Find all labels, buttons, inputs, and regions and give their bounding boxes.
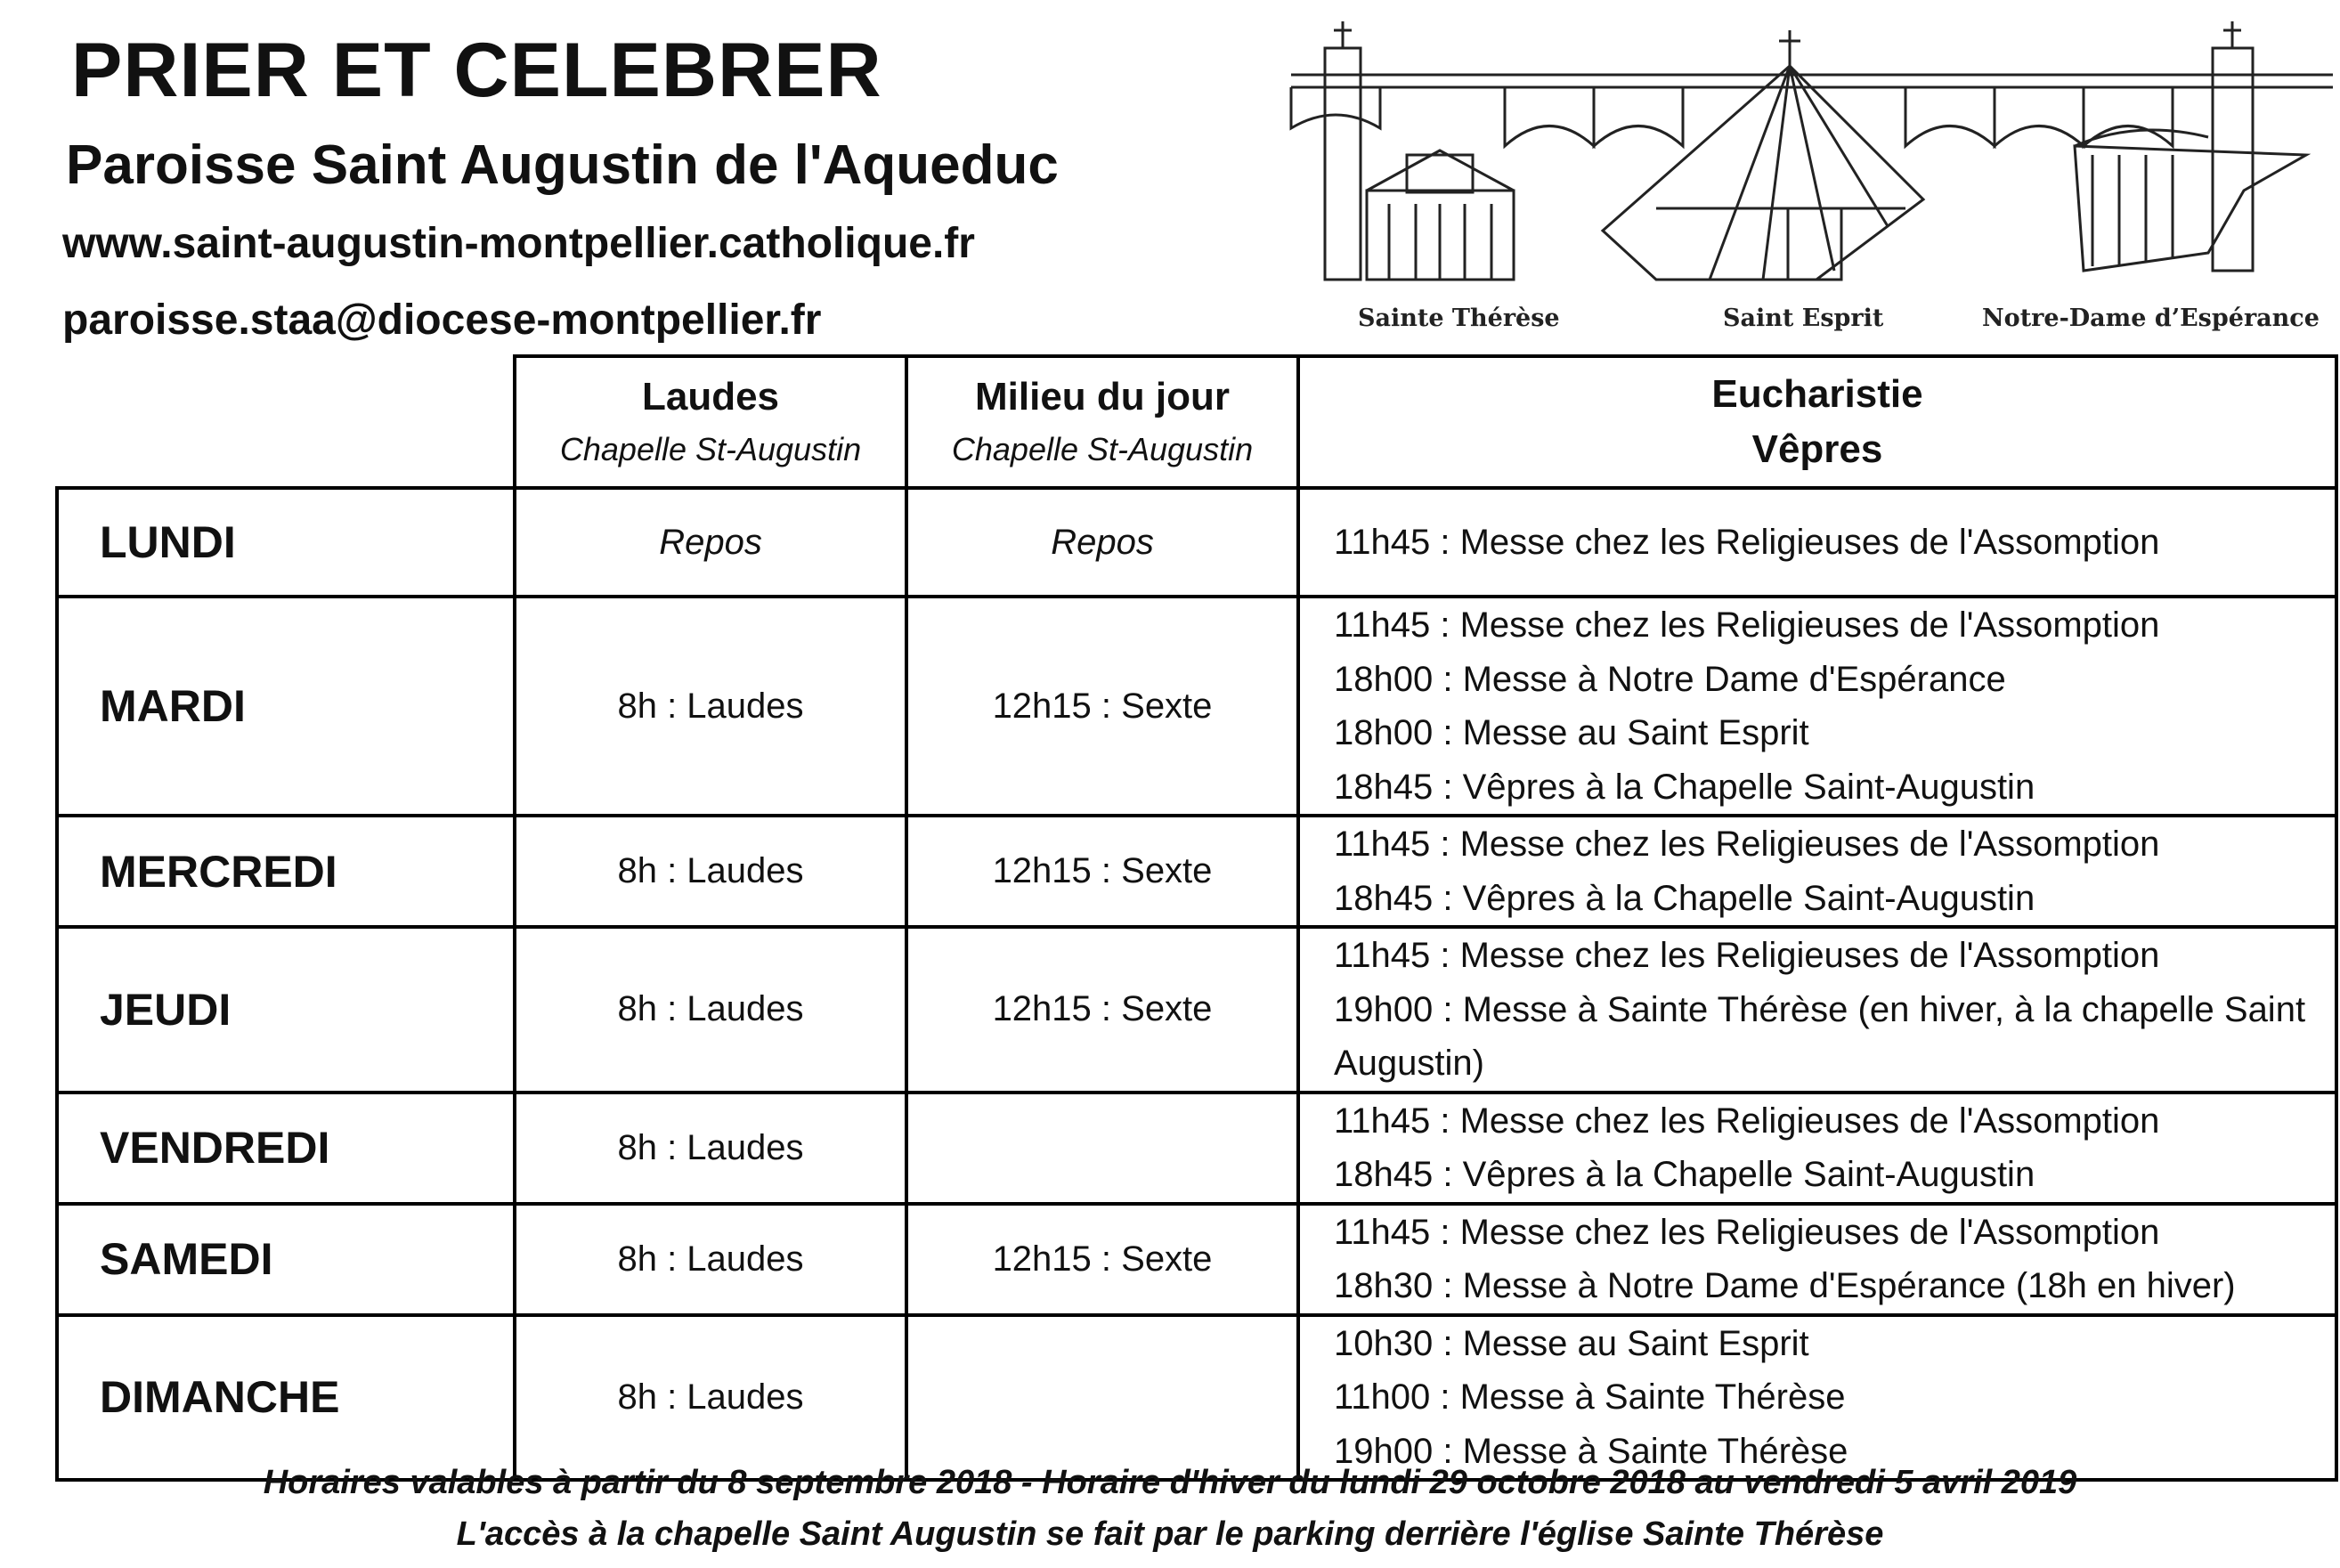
header-blank-cell	[57, 356, 515, 488]
laudes-cell: Repos	[515, 488, 906, 597]
day-cell: VENDREDI	[57, 1093, 515, 1204]
events-cell	[1298, 927, 2336, 1093]
column-title: Eucharistie	[1711, 372, 1923, 416]
events-cell	[1298, 1315, 2336, 1481]
event-line: 18h30 : Messe à Notre Dame d'Espérance (18h en hiver)	[1334, 1266, 2236, 1305]
laudes-cell: 8h : Laudes	[515, 1093, 906, 1204]
page-title: PRIER ET CELEBRER	[71, 28, 882, 113]
column-subtitle: Chapelle St-Augustin	[951, 431, 1254, 467]
column-title-2: Vêpres	[1751, 427, 1883, 471]
laudes-cell: 8h : Laudes	[515, 1204, 906, 1315]
event-line: 18h45 : Vêpres à la Chapelle Saint-Augustin	[1334, 1155, 2035, 1194]
caption-notre-dame: Notre-Dame d’Espérance	[1982, 305, 2320, 332]
event-line: 19h00 : Messe à Sainte Thérèse	[1334, 1431, 1848, 1471]
event-line: 18h00 : Messe au Saint Esprit	[1334, 713, 1809, 752]
column-title: Laudes	[641, 375, 780, 418]
midday-cell: Repos	[906, 488, 1298, 597]
midday-cell: 12h15 : Sexte	[906, 927, 1298, 1093]
event-line: 18h45 : Vêpres à la Chapelle Saint-Augustin	[1334, 767, 2035, 807]
day-cell: JEUDI	[57, 927, 515, 1093]
laudes-cell: 8h : Laudes	[515, 927, 906, 1093]
event-line: 11h45 : Messe chez les Religieuses de l'Assomption	[1334, 936, 2160, 975]
schedule-table	[55, 354, 2338, 1482]
table-row	[57, 488, 2336, 597]
table-row	[57, 927, 2336, 1093]
events-cell	[1298, 597, 2336, 816]
table-header-row	[57, 356, 2336, 488]
email-link[interactable]: paroisse.staa@diocese-montpellier.fr	[62, 297, 822, 344]
events-cell	[1298, 488, 2336, 597]
event-line: 11h45 : Messe chez les Religieuses de l'Assomption	[1334, 522, 2160, 562]
churches-illustration	[1282, 12, 2340, 351]
table-row	[57, 597, 2336, 816]
column-header-midday	[906, 356, 1298, 488]
column-header-eucharistie	[1298, 356, 2336, 488]
table-row	[57, 1204, 2336, 1315]
event-line: 11h45 : Messe chez les Religieuses de l'Assomption	[1334, 1212, 2160, 1252]
day-cell: DIMANCHE	[57, 1315, 515, 1481]
event-line: 18h45 : Vêpres à la Chapelle Saint-Augustin	[1334, 878, 2035, 918]
event-line: 19h00 : Messe à Sainte Thérèse (en hiver, à la chapelle Saint Augustin)	[1334, 989, 2306, 1083]
midday-cell	[906, 1093, 1298, 1204]
event-line: 18h00 : Messe à Notre Dame d'Espérance	[1334, 659, 2006, 699]
event-line: 11h45 : Messe chez les Religieuses de l'Assomption	[1334, 825, 2160, 864]
event-line: 11h45 : Messe chez les Religieuses de l'Assomption	[1334, 605, 2160, 645]
laudes-cell: 8h : Laudes	[515, 816, 906, 927]
table-row	[57, 1093, 2336, 1204]
column-subtitle: Chapelle St-Augustin	[559, 431, 862, 467]
event-line: 10h30 : Messe au Saint Esprit	[1334, 1323, 1809, 1363]
day-cell: SAMEDI	[57, 1204, 515, 1315]
parish-name: Paroisse Saint Augustin de l'Aqueduc	[66, 134, 1059, 196]
midday-cell	[906, 1315, 1298, 1481]
event-line: 11h45 : Messe chez les Religieuses de l'Assomption	[1334, 1101, 2160, 1141]
table-row	[57, 816, 2336, 927]
midday-cell: 12h15 : Sexte	[906, 816, 1298, 927]
caption-sainte-therese: Sainte Thérèse	[1358, 305, 1560, 332]
footer-validity-note: Horaires valables à partir du 8 septembre 2018 - Horaire d'hiver du lundi 29 octobre 2018 au vendredi 5 avril 2019	[263, 1464, 2077, 1501]
midday-cell: 12h15 : Sexte	[906, 1204, 1298, 1315]
laudes-cell: 8h : Laudes	[515, 1315, 906, 1481]
day-cell: MERCREDI	[57, 816, 515, 927]
table-row	[57, 1315, 2336, 1481]
laudes-cell: 8h : Laudes	[515, 597, 906, 816]
events-cell	[1298, 1204, 2336, 1315]
caption-saint-esprit: Saint Esprit	[1723, 305, 1884, 332]
events-cell	[1298, 816, 2336, 927]
midday-cell: 12h15 : Sexte	[906, 597, 1298, 816]
event-line: 11h00 : Messe à Sainte Thérèse	[1334, 1377, 1846, 1417]
website-link[interactable]: www.saint-augustin-montpellier.catholique.fr	[62, 220, 975, 267]
events-cell	[1298, 1093, 2336, 1204]
column-title: Milieu du jour	[975, 375, 1230, 418]
day-cell: LUNDI	[57, 488, 515, 597]
footer-access-note: L'accès à la chapelle Saint Augustin se fait par le parking derrière l'église Sainte Thérèse	[456, 1515, 1884, 1553]
column-header-laudes	[515, 356, 906, 488]
day-cell: MARDI	[57, 597, 515, 816]
